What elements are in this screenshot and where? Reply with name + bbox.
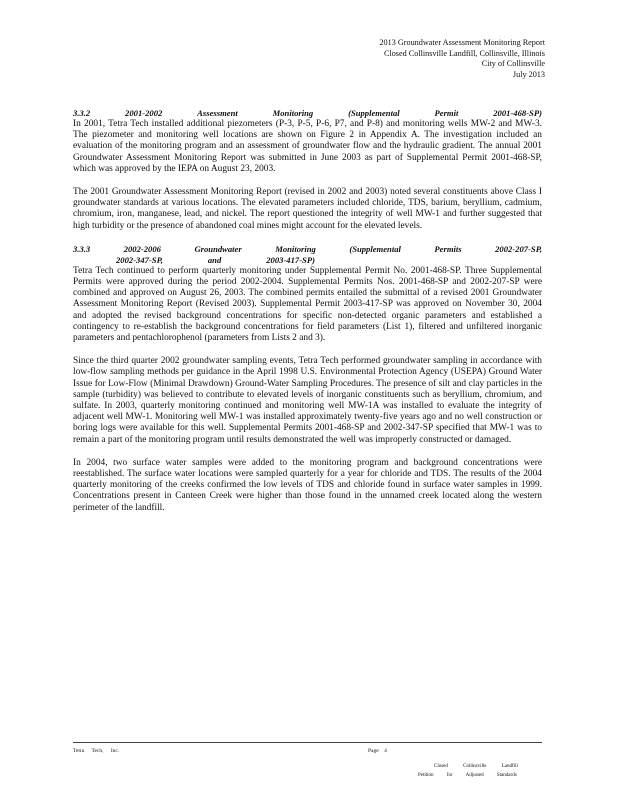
section-heading-3-3-3-continued: 2002-347-SP, and 2003-417-SP) <box>116 254 315 265</box>
footer-divider <box>73 742 542 743</box>
header-client: City of Collinsville <box>481 59 545 69</box>
paragraph: Since the third quarter 2002 groundwater sampling events, Tetra Tech performed groundwater sampling in accordance with low-flow sampling methods per guidance in the April 1998 U.S. Environmental Protection Agency (USEPA) Ground Water Issue for Low-Flow (Minimal Drawdown) Ground-Water Sampling Procedures. The presence of silt and clay particles in the sample (turbidity) was believed to contribute to elevated levels of inorganic constituents such as beryllium, chromium, and sulfate. In 2003, quarterly monitoring continued and monitoring well MW-1A was installed to evaluate the integrity of adjacent well MW-1. Monitoring well MW-1 was installed approximately twenty-five years ago and no well construction or boring logs were available for this well. Supplemental Permits 2001-468-SP and 2002-347-SP specified that MW-1 was to remain a part of the monitoring program until results demonstrated the well was improperly constructed or damaged. <box>73 356 542 445</box>
header-date: July 2013 <box>512 69 545 79</box>
footer-page-number: Page 4 <box>368 748 387 754</box>
paragraph: In 2001, Tetra Tech installed additional piezometers (P-3, P-5, P-6, P7, and P-8) and monitoring wells MW-2 and MW-3. The piezometer and monitoring well locations are shown on Figure 2 in Appendix A. The investigation included an evaluation of the monitoring program and an assessment of groundwater flow and the hydraulic gradient. The annual 2001 Groundwater Assessment Monitoring Report was submitted in June 2003 as part of Supplemental Permit 2001-468-SP, which was approved by the IEPA on August 23, 2003. <box>73 119 542 174</box>
document-body <box>73 108 542 514</box>
section-heading-3-3-3: 3.3.3 2002-2006 Groundwater Monitoring (Supplemental Permits 2002-207-SP, <box>73 243 542 254</box>
header-report-title: 2013 Groundwater Assessment Monitoring Report <box>379 38 545 47</box>
paragraph: In 2004, two surface water samples were added to the monitoring program and background concentrations were reestablished. The surface water locations were sampled quarterly for a year for chloride and TDS. The results of the 2004 quarterly monitoring of the creeks confirmed the low levels of TDS and chloride found in surface water samples in 1999. Concentrations present in Canteen Creek were higher than those found in the unnamed creek located along the western perimeter of the landfill. <box>73 457 542 513</box>
section-heading-3-3-2: 3.3.2 2001-2002 Assessment Monitoring (Supplemental Permit 2001-468-SP) <box>73 108 542 118</box>
paragraph: The 2001 Groundwater Assessment Monitoring Report (revised in 2002 and 2003) noted several constituents above Class I groundwater standards at various locations. The elevated parameters included chloride, TDS, barium, beryllium, cadmium, chromium, iron, manganese, lead, and nickel. The report questioned the integrity of well MW-1 and further suggested that high turbidity or the presence of abandoned coal mines might account for the elevated levels. <box>73 187 542 231</box>
report-header <box>285 38 545 80</box>
header-site-name: Closed Collinsville Landfill, Collinsville, Illinois <box>383 48 545 58</box>
footer-title-line1: Closed Collinsville Landfill <box>434 764 518 769</box>
footer-document-title <box>418 762 518 780</box>
footer-title-line2: Petition for Adjusted Standards <box>418 773 517 778</box>
footer-company: Tetra Tech, Inc. <box>73 748 120 754</box>
paragraph: Tetra Tech continued to perform quarterly monitoring under Supplemental Permit No. 2001-468-SP. Three Supplemental Permits were approved during the period 2002-2004. Supplemental Permits Nos. 2001-468-SP and 2002-207-SP were combined and approved on August 26, 2003. The combined permits entailed the submittal of a revised 2001 Groundwater Assessment Monitoring Report (Revised 2003). Supplemental Permit 2003-417-SP was approved on November 30, 2004 and adopted the revised background concentrations for specific non-detected organic parameters and established a contingency to re-establish the background concentrations for field parameters (List 1), filtered and unfiltered inorganic parameters and pentachlorophenol (parameters from Lists 2 and 3). <box>73 265 542 344</box>
